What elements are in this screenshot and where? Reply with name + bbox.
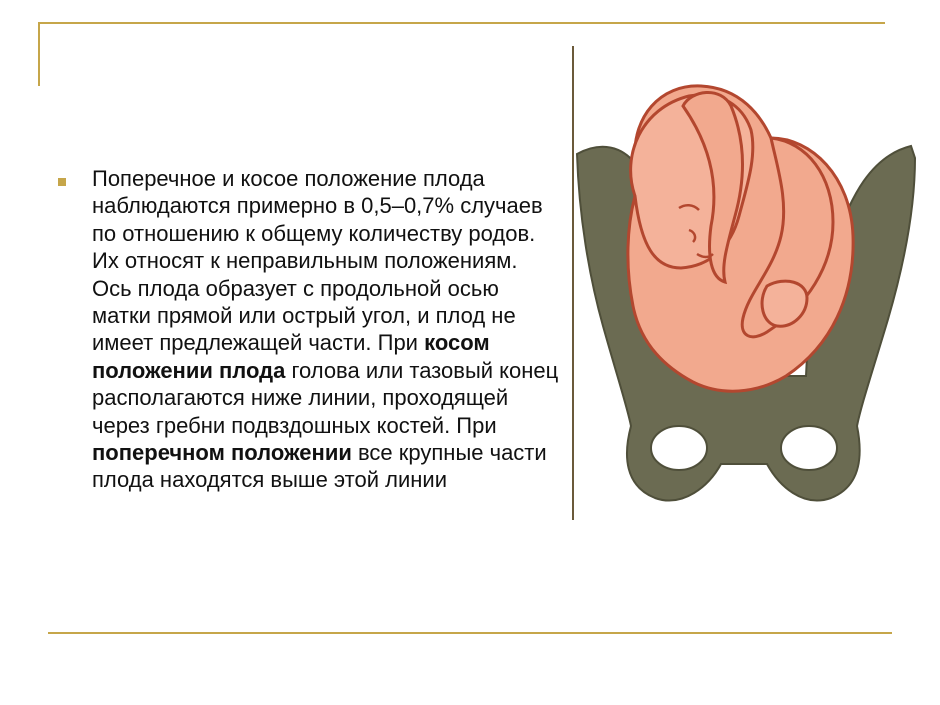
emphasis-oblique-position: косом положении плода — [92, 330, 490, 383]
bullet-square-icon — [58, 178, 66, 186]
text-part-1: Поперечное и косое положение плода наблюдаются примерно в 0,5–0,7% случаев по отношению к общему количеству родов. Их относят к неправильным положениям. Ось плода образует с продольной осью матки прямой или острый угол, и плод не имеет предлежащей части. При — [92, 166, 543, 356]
body-paragraph — [92, 165, 562, 494]
top-left-tick — [38, 22, 40, 86]
obturator-foramen-left — [651, 426, 707, 470]
fetus-in-pelvis-illustration — [571, 46, 917, 520]
text-part-3: все крупные части плода находятся выше этой линии — [92, 440, 547, 493]
text-part-2: голова или тазовый конец располагаются ниже линии, проходящей через гребни подвздошных костей. При — [92, 357, 559, 438]
bottom-divider — [48, 632, 892, 634]
emphasis-transverse-position: поперечном положении — [92, 440, 352, 466]
top-divider — [38, 22, 885, 24]
obturator-foramen-right — [781, 426, 837, 470]
